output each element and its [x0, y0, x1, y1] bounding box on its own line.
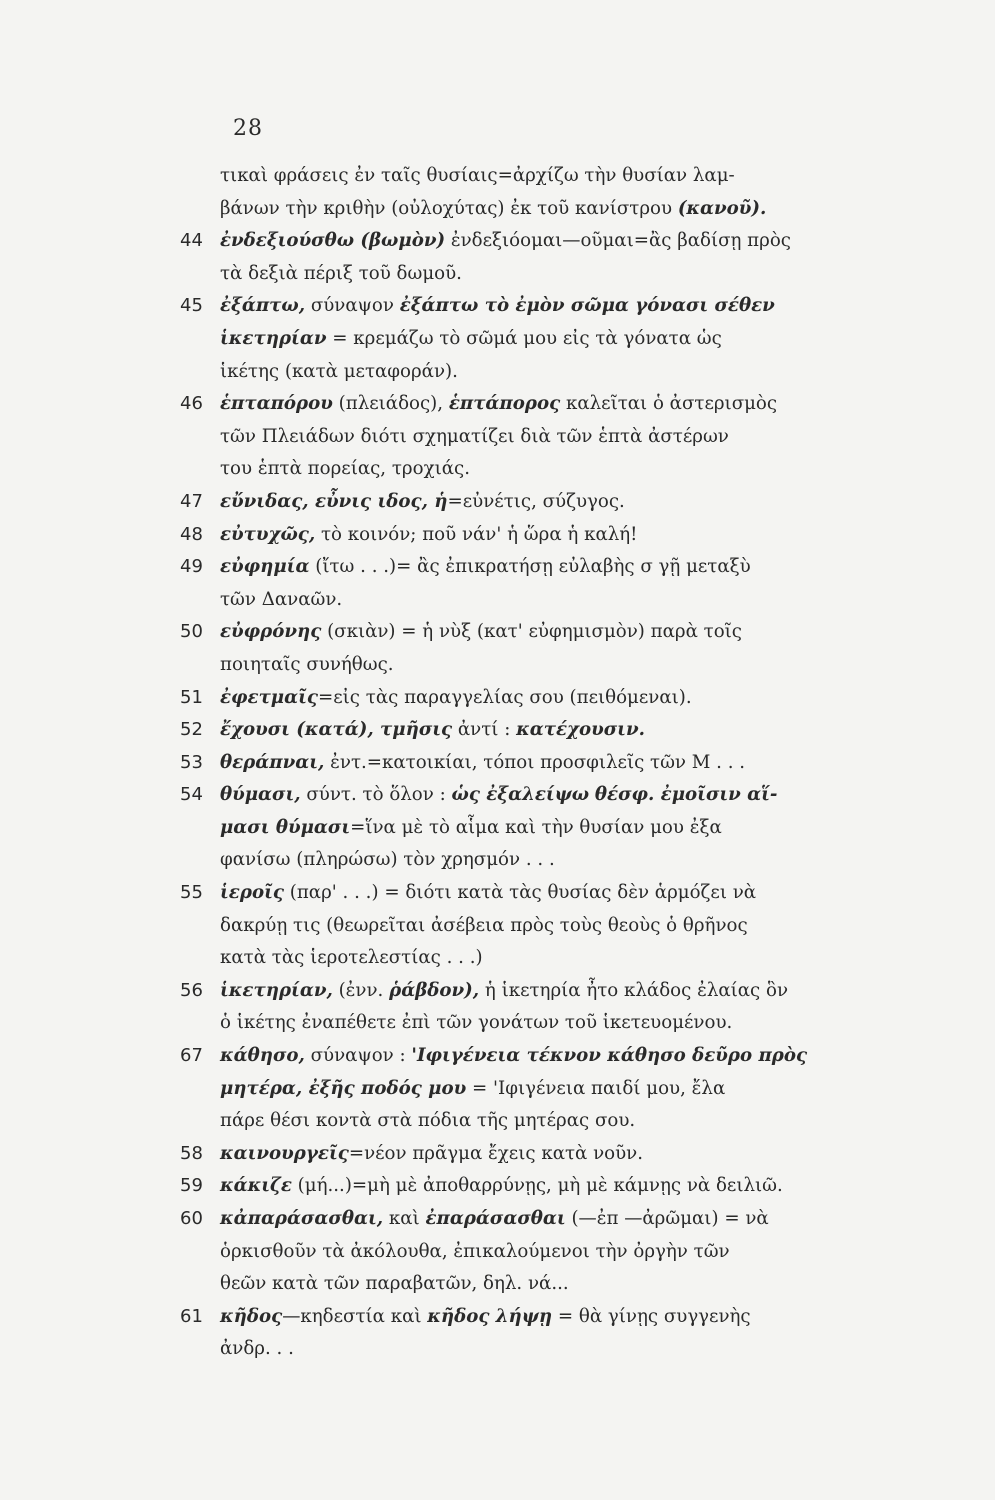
gloss-text: ὁ ἱκέτης ἐναπέθετε ἐπὶ τῶν γονάτων τοῦ ἱκετευομένου.	[220, 1012, 733, 1034]
lemma-text: ἱκετηρίαν,	[220, 979, 333, 1001]
note-line	[220, 453, 920, 486]
note-body	[220, 551, 920, 616]
note-entry	[180, 225, 920, 290]
gloss-text: ἡ ἱκετηρία ἦτο κλάδος ἐλαίας ὃν	[479, 979, 789, 1001]
note-line	[220, 290, 920, 323]
gloss-text: καὶ	[383, 1208, 426, 1229]
gloss-text: βάνων τὴν κριθὴν (οὐλοχύτας) ἐκ τοῦ κανίστρου	[220, 197, 678, 219]
note-body	[220, 290, 920, 388]
note-entry	[180, 160, 920, 225]
note-entry	[180, 616, 920, 681]
note-line	[220, 682, 920, 715]
gloss-text: του ἑπτὰ πορείας, τροχιάς.	[220, 458, 470, 480]
notes-list	[180, 160, 920, 1366]
gloss-text: δακρύῃ τις (θεωρεῖται ἀσέβεια πρὸς τοὺς θεοὺς ὁ θρῆνος	[220, 914, 748, 936]
lemma-text: θεράπναι,	[220, 751, 325, 773]
note-body	[220, 1203, 920, 1301]
lemma-text: ἑπταπόρου	[220, 393, 333, 415]
note-number: 56	[180, 979, 203, 1001]
page-number: 28	[233, 116, 263, 141]
note-body	[220, 1138, 920, 1171]
note-number: 49	[180, 556, 203, 578]
note-number: 55	[180, 882, 203, 904]
note-number: 60	[180, 1208, 203, 1229]
lemma-text: κἀπαράσασθαι,	[220, 1208, 384, 1229]
lemma-text: μασι θύμασι	[220, 816, 351, 838]
note-line	[220, 1170, 920, 1203]
gloss-text: =ἵνα μὲ τὸ αἷμα καὶ τὴν θυσίαν μου ἐξα	[350, 816, 722, 838]
note-body	[220, 682, 920, 715]
lemma-text: 'Ιφιγένεια τέκνον κάθησο δεῦρο πρὸς	[411, 1045, 808, 1067]
note-line	[220, 551, 920, 584]
gloss-text: (—ἐπ —ἀρῶμαι) = νὰ	[565, 1208, 769, 1229]
lemma-text: εὐτυχῶς,	[220, 523, 316, 545]
note-body	[220, 1170, 920, 1203]
gloss-text: = κρεμάζω τὸ σῶμά μου εἰς τὰ γόνατα ὡς	[326, 327, 722, 349]
note-body	[220, 388, 920, 486]
note-entry	[180, 551, 920, 616]
note-entry	[180, 975, 920, 1040]
gloss-text: (πλειάδος),	[332, 393, 449, 415]
lemma-text: θέσφ. ἐμοῖσιν αἵ-	[594, 784, 778, 806]
note-body	[220, 519, 920, 552]
gloss-text: τὰ δεξιὰ πέριξ τοῦ δωμοῦ.	[220, 262, 462, 284]
gloss-text: ἀντί :	[452, 719, 517, 741]
note-number: 67	[180, 1045, 203, 1067]
note-line	[220, 486, 920, 519]
note-number: 61	[180, 1305, 203, 1327]
gloss-text: τικαὶ φράσεις ἐν ταῖς θυσίαις=ἀρχίζω τὴν θυσίαν λαμ-	[220, 165, 735, 186]
note-number: 44	[180, 230, 203, 252]
note-line	[220, 519, 920, 552]
note-line	[220, 225, 920, 258]
lemma-text: εὔνιδας, εὖνις ιδος, ἡ	[220, 490, 448, 512]
note-number: 52	[180, 719, 203, 741]
note-line	[220, 323, 920, 356]
note-number: 47	[180, 490, 203, 512]
note-line	[220, 1203, 920, 1236]
gloss-text: = θὰ γίνῃς συγγενὴς	[552, 1305, 751, 1327]
lemma-text: ἐπαράσασθαι	[425, 1208, 566, 1229]
note-body	[220, 1301, 920, 1366]
lemma-text: κῆδος	[220, 1305, 283, 1327]
note-body	[220, 225, 920, 290]
note-entry	[180, 1040, 920, 1138]
note-line	[220, 584, 920, 617]
gloss-text: (σκιὰν) = ἡ νὺξ (κατ' εὐφημισμὸν) παρὰ τοῖς	[321, 621, 742, 643]
lemma-text: κάκιζε	[220, 1175, 292, 1197]
lemma-text: θύμασι,	[220, 784, 301, 806]
note-body	[220, 975, 920, 1040]
gloss-text: =εὐνέτις, σύζυγος.	[447, 490, 625, 512]
note-line	[220, 388, 920, 421]
gloss-text: σύντ. τὸ ὅλον :	[300, 784, 452, 806]
gloss-text: =νέον πρᾶγμα ἔχεις κατὰ νοῦν.	[348, 1142, 644, 1164]
lemma-text: ἐφετμαῖς	[220, 686, 318, 708]
note-line	[220, 910, 920, 943]
note-line	[220, 1007, 920, 1040]
lemma-text: κάθησο,	[220, 1045, 305, 1067]
gloss-text: (ἐνν.	[332, 979, 390, 1001]
note-entry	[180, 779, 920, 877]
note-entry	[180, 290, 920, 388]
lemma-text: εὐφρόνης	[220, 621, 322, 643]
note-body	[220, 616, 920, 681]
lemma-text: καινουργεῖς	[220, 1142, 349, 1164]
lemma-text: ἐξάπτω τὸ ἐμὸν σῶμα γόνασι σέθεν	[399, 295, 775, 317]
note-line	[220, 1333, 920, 1366]
lemma-text: ὡς ἐξαλείψω	[451, 784, 590, 806]
gloss-text: ἐντ.=κατοικίαι, τόποι προσφιλεῖς τῶν Μ . . .	[324, 751, 746, 773]
lemma-text: ἱκετηρίαν	[220, 327, 327, 349]
lemma-text: μητέρα, ἐξῆς ποδός μου	[220, 1077, 467, 1099]
note-body	[220, 747, 920, 780]
note-entry	[180, 877, 920, 975]
gloss-text: τῶν Δαναῶν.	[220, 588, 343, 610]
note-line	[220, 1268, 920, 1301]
note-line	[220, 1040, 920, 1073]
gloss-text: σύναψον :	[304, 1045, 412, 1067]
note-entry	[180, 1138, 920, 1171]
note-number: 58	[180, 1142, 203, 1164]
note-body	[220, 779, 920, 877]
note-line	[220, 258, 920, 291]
gloss-text: κατὰ τὰς ἱεροτελεστίας . . .)	[220, 947, 483, 969]
gloss-text: —κηδεστία καὶ	[282, 1305, 428, 1327]
lemma-text: ἐνδεξιούσθω (βωμὸν)	[220, 230, 446, 252]
note-line	[220, 421, 920, 454]
note-number: 54	[180, 784, 203, 806]
note-number: 45	[180, 295, 203, 317]
gloss-text: σύναψον	[305, 295, 400, 317]
lemma-text: ἔχουσι (κατά), τμῆσις	[220, 719, 453, 741]
lemma-text: κατέχουσιν.	[516, 719, 645, 741]
note-entry	[180, 1170, 920, 1203]
note-line	[220, 649, 920, 682]
note-entry	[180, 714, 920, 747]
note-line	[220, 942, 920, 975]
note-line	[220, 1301, 920, 1334]
note-body	[220, 486, 920, 519]
note-line	[220, 1138, 920, 1171]
note-number: 51	[180, 686, 203, 708]
gloss-text: καλεῖται ὁ ἀστερισμὸς	[560, 393, 778, 415]
lemma-text: ἐξάπτω,	[220, 295, 306, 317]
gloss-text: τῶν Πλειάδων διότι σχηματίζει διὰ τῶν ἑπτὰ ἀστέρων	[220, 425, 729, 447]
note-line	[220, 812, 920, 845]
note-line	[220, 779, 920, 812]
note-line	[220, 844, 920, 877]
gloss-text: ἱκέτης (κατὰ μεταφοράν).	[220, 360, 458, 382]
note-entry	[180, 519, 920, 552]
note-entry	[180, 747, 920, 780]
gloss-text: ἐνδεξιόομαι—οῦμαι=ἂς βαδίσῃ πρὸς	[445, 230, 791, 252]
lemma-text: κῆδος λήψῃ	[427, 1305, 553, 1327]
gloss-text: τὸ κοινόν; ποῦ νάν' ἡ ὥρα ἡ καλή!	[315, 523, 638, 545]
note-body	[220, 1040, 920, 1138]
note-line	[220, 616, 920, 649]
note-line	[220, 975, 920, 1008]
note-entry	[180, 486, 920, 519]
note-number: 46	[180, 393, 203, 415]
lemma-text: (κανοῦ).	[677, 197, 767, 219]
lemma-text: εὐφημία	[220, 556, 310, 578]
note-number: 59	[180, 1175, 203, 1197]
note-entry	[180, 388, 920, 486]
gloss-text: = 'Ιφιγένεια παιδί μου, ἔλα	[466, 1077, 726, 1099]
lemma-text: ῥάβδον),	[389, 979, 480, 1001]
gloss-text: φανίσω (πληρώσω) τὸν χρησμόν . . .	[220, 849, 555, 871]
note-line	[220, 193, 920, 226]
gloss-text: ποιηταῖς συνήθως.	[220, 653, 394, 675]
gloss-text: (μή...)=μὴ μὲ ἀποθαρρύνῃς, μὴ μὲ κάμνῃς νὰ δειλιῶ.	[291, 1175, 783, 1197]
note-number: 50	[180, 621, 203, 643]
note-line	[220, 1073, 920, 1106]
note-line	[220, 1105, 920, 1138]
gloss-text: (παρ' . . .) = διότι κατὰ τὰς θυσίας δὲν ἁρμόζει νὰ	[283, 882, 757, 904]
note-number: 53	[180, 751, 203, 773]
gloss-text: ἀνδρ. . .	[220, 1338, 294, 1360]
gloss-text: =εἰς τὰς παραγγελίας σου (πειθόμεναι).	[318, 686, 692, 708]
note-line	[220, 356, 920, 389]
note-line	[220, 747, 920, 780]
note-entry	[180, 1301, 920, 1366]
note-entry	[180, 1203, 920, 1301]
gloss-text: (ἴτω . . .)= ἂς ἐπικρατήσῃ εὐλαβὴς σ γῇ μεταξὺ	[309, 556, 751, 578]
note-number: 48	[180, 523, 203, 545]
note-line	[220, 160, 920, 193]
gloss-text: ὁρκισθοῦν τὰ ἀκόλουθα, ἐπικαλούμενοι τὴν ὀργὴν τῶν	[220, 1240, 730, 1262]
note-body	[220, 160, 920, 225]
lemma-text: ἱεροῖς	[220, 882, 284, 904]
note-line	[220, 714, 920, 747]
gloss-text: πάρε θέσι κοντὰ στὰ πόδια τῆς μητέρας σου.	[220, 1110, 636, 1132]
note-line	[220, 877, 920, 910]
note-body	[220, 877, 920, 975]
note-entry	[180, 682, 920, 715]
note-body	[220, 714, 920, 747]
gloss-text: θεῶν κατὰ τῶν παραβατῶν, δηλ. νά...	[220, 1273, 569, 1295]
note-line	[220, 1236, 920, 1269]
lemma-text: ἑπτάπορος	[448, 393, 561, 415]
